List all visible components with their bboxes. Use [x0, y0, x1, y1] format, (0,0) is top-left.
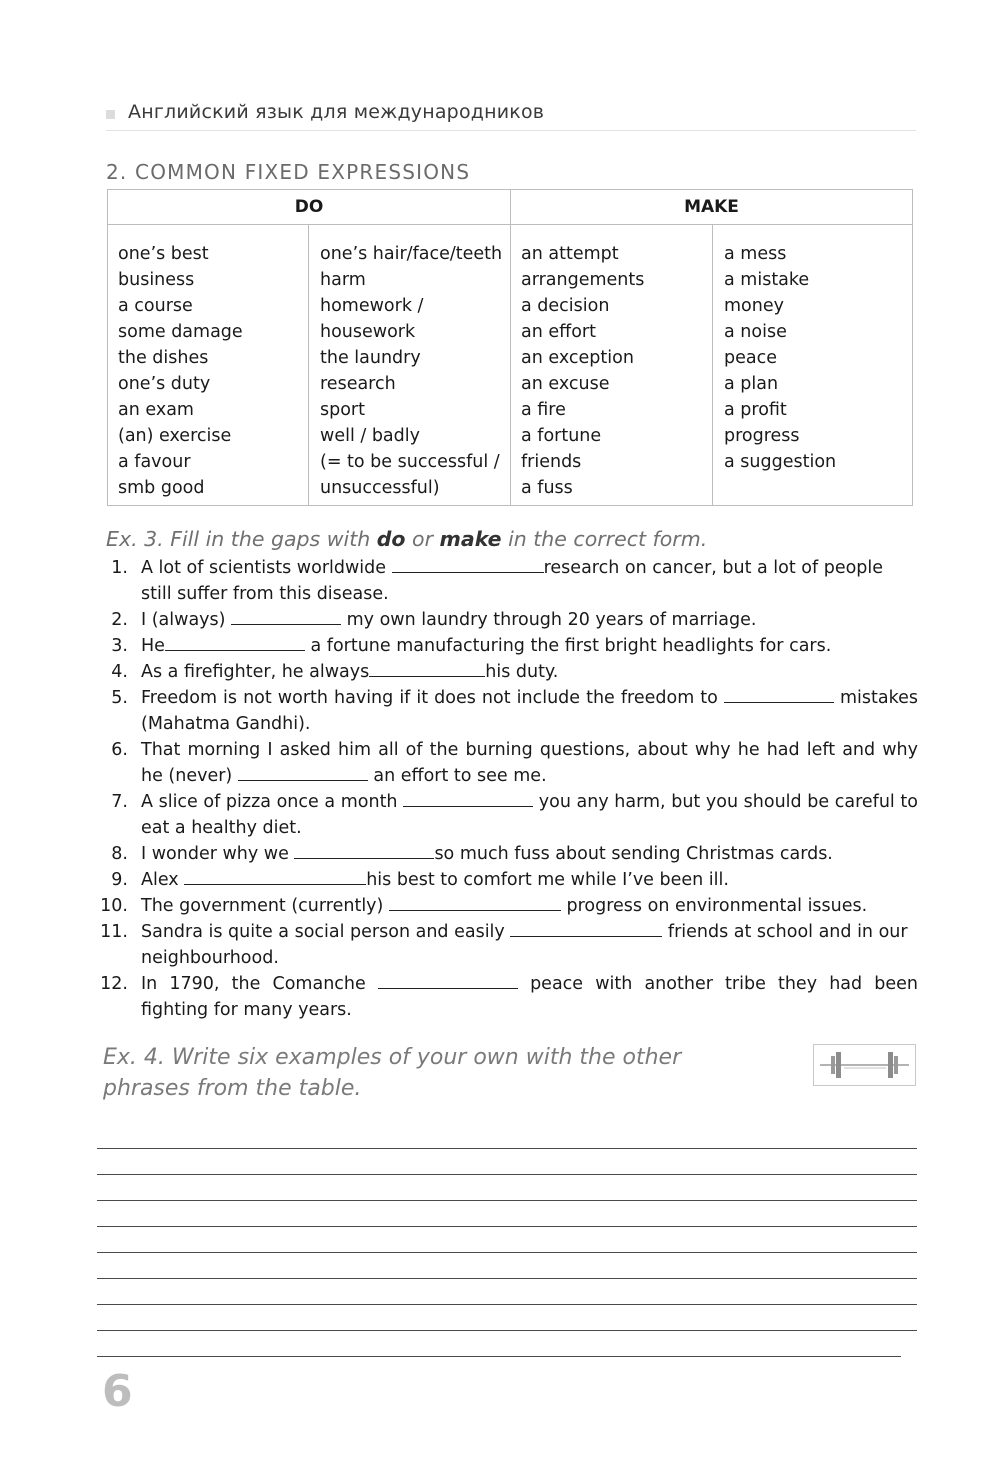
answer-gap[interactable] [389, 893, 561, 911]
answer-gap[interactable] [378, 971, 518, 989]
table-cell: a mistake [724, 270, 810, 290]
item-text-after: my own laundry through 20 years of marriage. [341, 610, 757, 630]
exercise-3-heading [106, 527, 707, 551]
table-cell: one’s hair/face/teeth [320, 244, 503, 264]
item-text-before: The government (currently) [141, 896, 389, 916]
table-cell: an exam [118, 400, 194, 420]
table-cell: some damage [118, 322, 243, 342]
table-cell: homework / [320, 296, 424, 316]
item-number: 1. [111, 558, 128, 578]
make-column-1 [511, 225, 713, 505]
ex3-heading-prefix: Ex. 3. Fill in the gaps with [106, 527, 377, 551]
ex3-heading-make: make [439, 527, 502, 551]
item-text-before: In 1790, the Comanche [141, 974, 378, 994]
table-cell: harm [320, 270, 366, 290]
item-text-before: I (always) [141, 610, 232, 630]
item-text-before: As a firefighter, he always [141, 662, 370, 682]
writing-line[interactable] [97, 1227, 917, 1253]
answer-gap[interactable] [231, 607, 341, 625]
writing-line[interactable] [97, 1305, 917, 1331]
exercise-item [100, 919, 918, 971]
writing-line[interactable] [97, 1175, 917, 1201]
item-number: 12. [100, 974, 128, 994]
exercise-item [100, 607, 918, 633]
item-text-after: a fortune manufacturing the first bright headlights for cars. [304, 636, 832, 656]
answer-gap[interactable] [238, 763, 368, 781]
item-text-after: you any harm, but you should be careful to eat a healthy diet. [141, 792, 918, 838]
table-cell: housework [320, 322, 416, 342]
exercise-3-list [100, 555, 918, 1023]
table-cell: well / badly [320, 426, 420, 446]
table-cell: one’s best [118, 244, 209, 264]
item-text-before: A lot of scientists worldwide [141, 558, 392, 578]
item-number: 9. [111, 870, 128, 890]
table-cell: (= to be successful / [320, 452, 500, 472]
item-number: 6. [111, 740, 128, 760]
item-number: 8. [111, 844, 128, 864]
item-number: 3. [111, 636, 128, 656]
table-cell: research [320, 374, 396, 394]
item-number: 4. [111, 662, 128, 682]
make-column-2 [713, 225, 912, 505]
do-header: DO [108, 190, 511, 225]
writing-line[interactable] [97, 1149, 917, 1175]
item-text-before: Alex [141, 870, 185, 890]
exercise-item [100, 841, 918, 867]
item-text-after: progress on environmental issues. [560, 896, 868, 916]
table-cell: the dishes [118, 348, 209, 368]
ex3-heading-do: do [376, 527, 406, 551]
answer-gap[interactable] [392, 555, 544, 573]
table-cell: a fire [521, 400, 566, 420]
exercise-item [100, 555, 918, 607]
exercise-item [100, 971, 918, 1023]
item-text-after: research on cancer, but a lot of people still suffer from this disease. [141, 558, 884, 604]
item-text-after: peace with another tribe they had been fighting for many years. [141, 974, 918, 1020]
exercise-item [100, 867, 918, 893]
item-text-before: A slice of pizza once a month [141, 792, 404, 812]
ex3-heading-or: or [405, 527, 440, 551]
writing-line[interactable] [97, 1123, 917, 1149]
item-text-after: his best to comfort me while I’ve been ill. [366, 870, 729, 890]
table-cell: one’s duty [118, 374, 211, 394]
item-number: 2. [111, 610, 128, 630]
table-cell: an attempt [521, 244, 619, 264]
item-text-before: That morning I asked him all of the burning questions, about why he had left and why he (never) [141, 740, 918, 786]
table-cell: a suggestion [724, 452, 837, 472]
dumbbell-icon [813, 1044, 916, 1086]
do-column-1 [108, 225, 309, 505]
answer-gap[interactable] [403, 789, 533, 807]
table-cell: money [724, 296, 784, 316]
writing-line[interactable] [97, 1331, 901, 1357]
table-cell: a fortune [521, 426, 602, 446]
table-cell: a decision [521, 296, 610, 316]
table-cell: business [118, 270, 195, 290]
item-text-before: He [141, 636, 165, 656]
table-cell: an effort [521, 322, 596, 342]
answer-gap[interactable] [369, 659, 485, 677]
table-cell: unsuccessful) [320, 478, 440, 498]
table-cell: a noise [724, 322, 787, 342]
table-cell: a favour [118, 452, 191, 472]
table-cell: a plan [724, 374, 779, 394]
item-text-after: mistakes (Mahatma Gandhi). [141, 688, 918, 734]
answer-gap[interactable] [294, 841, 434, 859]
exercise-item [100, 893, 918, 919]
writing-lines [97, 1123, 917, 1357]
make-header: MAKE [511, 190, 912, 225]
answer-gap[interactable] [184, 867, 366, 885]
writing-line[interactable] [97, 1201, 917, 1227]
table-cell: friends [521, 452, 582, 472]
table-cell: a mess [724, 244, 787, 264]
expressions-table [107, 189, 913, 506]
answer-gap[interactable] [510, 919, 662, 937]
table-cell: (an) exercise [118, 426, 232, 446]
running-header [106, 100, 916, 131]
table-cell: sport [320, 400, 365, 420]
table-cell: peace [724, 348, 777, 368]
exercise-item [100, 685, 918, 737]
do-column-2 [309, 225, 511, 505]
table-cell: a profit [724, 400, 787, 420]
item-text-before: Sandra is quite a social person and easily [141, 922, 511, 942]
exercise-item [100, 659, 918, 685]
item-text-before: I wonder why we [141, 844, 295, 864]
answer-gap[interactable] [165, 633, 305, 651]
item-text-before: Freedom is not worth having if it does not include the freedom to [141, 688, 724, 708]
exercise-4-heading: Ex. 4. Write six examples of your own with the other phrases from the table. [103, 1045, 682, 1101]
exercise-item [100, 789, 918, 841]
table-cell: smb good [118, 478, 205, 498]
section-title: 2. COMMON FIXED EXPRESSIONS [106, 160, 471, 184]
table-cell: a course [118, 296, 193, 316]
answer-gap[interactable] [724, 685, 834, 703]
writing-line[interactable] [97, 1253, 917, 1279]
item-number: 11. [100, 922, 128, 942]
header-square-icon [106, 110, 115, 119]
ex3-heading-suffix: in the correct form. [501, 527, 708, 551]
item-number: 7. [111, 792, 128, 812]
item-text-after: an effort to see me. [367, 766, 547, 786]
table-cell: progress [724, 426, 800, 446]
exercise-item [100, 633, 918, 659]
item-number: 5. [111, 688, 128, 708]
writing-line[interactable] [97, 1279, 917, 1305]
table-cell: a fuss [521, 478, 573, 498]
table-cell: an excuse [521, 374, 610, 394]
item-text-after: his duty. [485, 662, 559, 682]
item-number: 10. [100, 896, 128, 916]
table-cell: the laundry [320, 348, 421, 368]
item-text-after: so much fuss about sending Christmas cards. [434, 844, 833, 864]
item-text-after: friends at school and in our neighbourhood. [141, 922, 908, 968]
running-title: Английский язык для международников [128, 101, 545, 123]
table-cell: arrangements [521, 270, 645, 290]
table-cell: an exception [521, 348, 634, 368]
page-number: 6 [102, 1366, 133, 1417]
exercise-item [100, 737, 918, 789]
